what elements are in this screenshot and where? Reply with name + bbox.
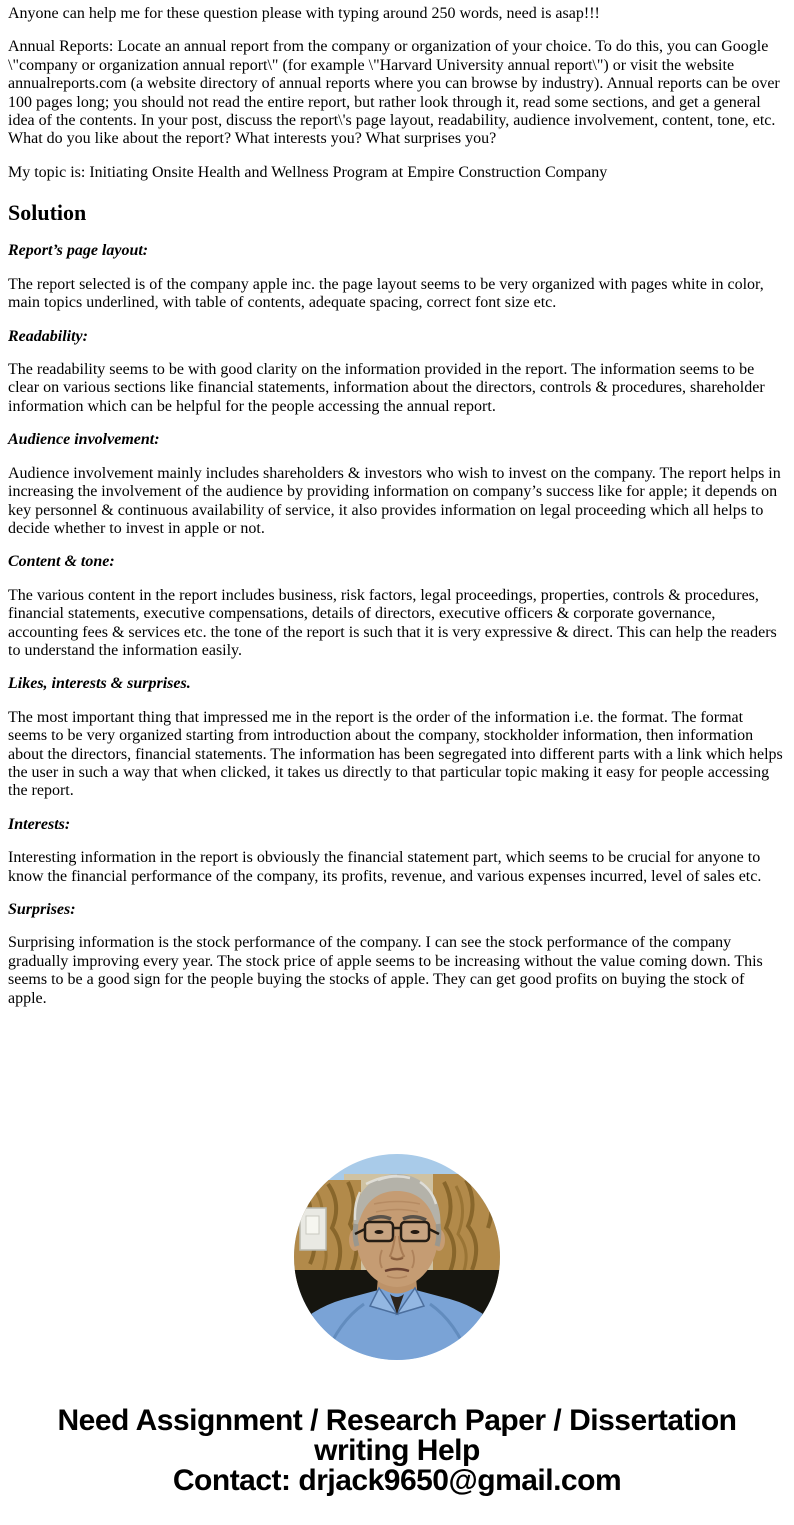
footer-line-writing-help: writing Help [314,1434,480,1468]
solution-heading: Solution [8,200,87,226]
section-text-likes-interests-surprises: The most important thing that impressed me in the report is the order of the information i.e. the format. The format seems to be very organized starting from introduction about the company, stockholder information, then information about the directors, financial statements. The information has been segregated into different parts with a link which helps the user in such a way that when clicked, it takes us directly to that particular topic making it easy for people accessing the report. [8,708,783,800]
section-heading-interests: Interests: [8,815,71,833]
section-heading-surprises: Surprises: [8,901,76,918]
section-heading-page-layout: Report’s page layout: [8,242,149,260]
document [8,5,786,1496]
question-topic: My topic is: Initiating Onsite Health and Wellness Program at Empire Construction Company [8,163,608,181]
footer-line-services: Need Assignment / Research Paper / Dissertation [57,1404,737,1438]
section-text-surprises: Surprising information is the stock performance of the company. I can see the stock performance of the company gradually improving every year. The stock price of apple seems to be increasing without the value coming down. This seems to be a good sign for the people buying the stocks of apple. They can get good profits on buying the stock of apple. [8,934,763,1007]
question-body: Annual Reports: Locate an annual report from the company or organization of your choice. To do this, you can Google \"company or organization annual report\" (for example \"Harvard University annual report\") or visit the website annualreports.com (a website directory of annual reports where you can browse by industry). Annual reports can be over 100 pages long; you should not read the entire report, but rather look through it, read some sections, and get a general idea of the contents. In your post, discuss the report\'s page layout, readability, audience involvement, content, tone, etc. What do you like about the report? What interests you? What surprises you? [8,38,780,148]
section-text-page-layout: The report selected is of the company apple inc. the page layout seems to be very organized with pages white in color, main topics underlined, with table of contents, adequate spacing, correct font size etc. [8,275,764,312]
section-text-interests: Interesting information in the report is obviously the financial statement part, which seems to be crucial for anyone to know the financial performance of the company, its profits, revenue, and various expenses incurred, level of sales etc. [8,849,762,885]
footer-line-contact-email: Contact: drjack9650@gmail.com [172,1464,622,1498]
section-text-audience-involvement: Audience involvement mainly includes shareholders & investors who wish to invest on the company. The report helps in increasing the involvement of the audience by providing information on company’s success like for apple; it depends on key personnel & continuous availability of service, it also provides information on legal proceeding which all helps to decide whether to invest in apple or not. [8,464,781,537]
section-text-content-tone: The various content in the report includes business, risk factors, legal proceedings, properties, controls & procedures, financial statements, executive compensations, details of directors, executive officers & corporate governance, accounting fees & services etc. the tone of the report is such that it is very expressive & direct. This can help the readers to understand the information easily. [8,586,777,659]
footer-banner [8,1406,786,1496]
section-heading-readability: Readability: [8,327,88,345]
section-heading-audience-involvement: Audience involvement: [8,431,160,449]
section-text-readability: The readability seems to be with good clarity on the information provided in the report. The information seems to be clear on various sections like financial statements, information about the directors, controls & procedures, shareholder information which can be helpful for the people accessing the annual report. [8,361,765,415]
section-heading-content-tone: Content & tone: [8,553,115,571]
section-heading-likes-interests-surprises: Likes, interests & surprises. [8,675,191,693]
question-intro: Anyone can help me for these question please with typing around 250 words, need is asap!!! [8,5,600,22]
tutor-avatar [8,1154,786,1360]
tutor-avatar-image [294,1154,500,1360]
